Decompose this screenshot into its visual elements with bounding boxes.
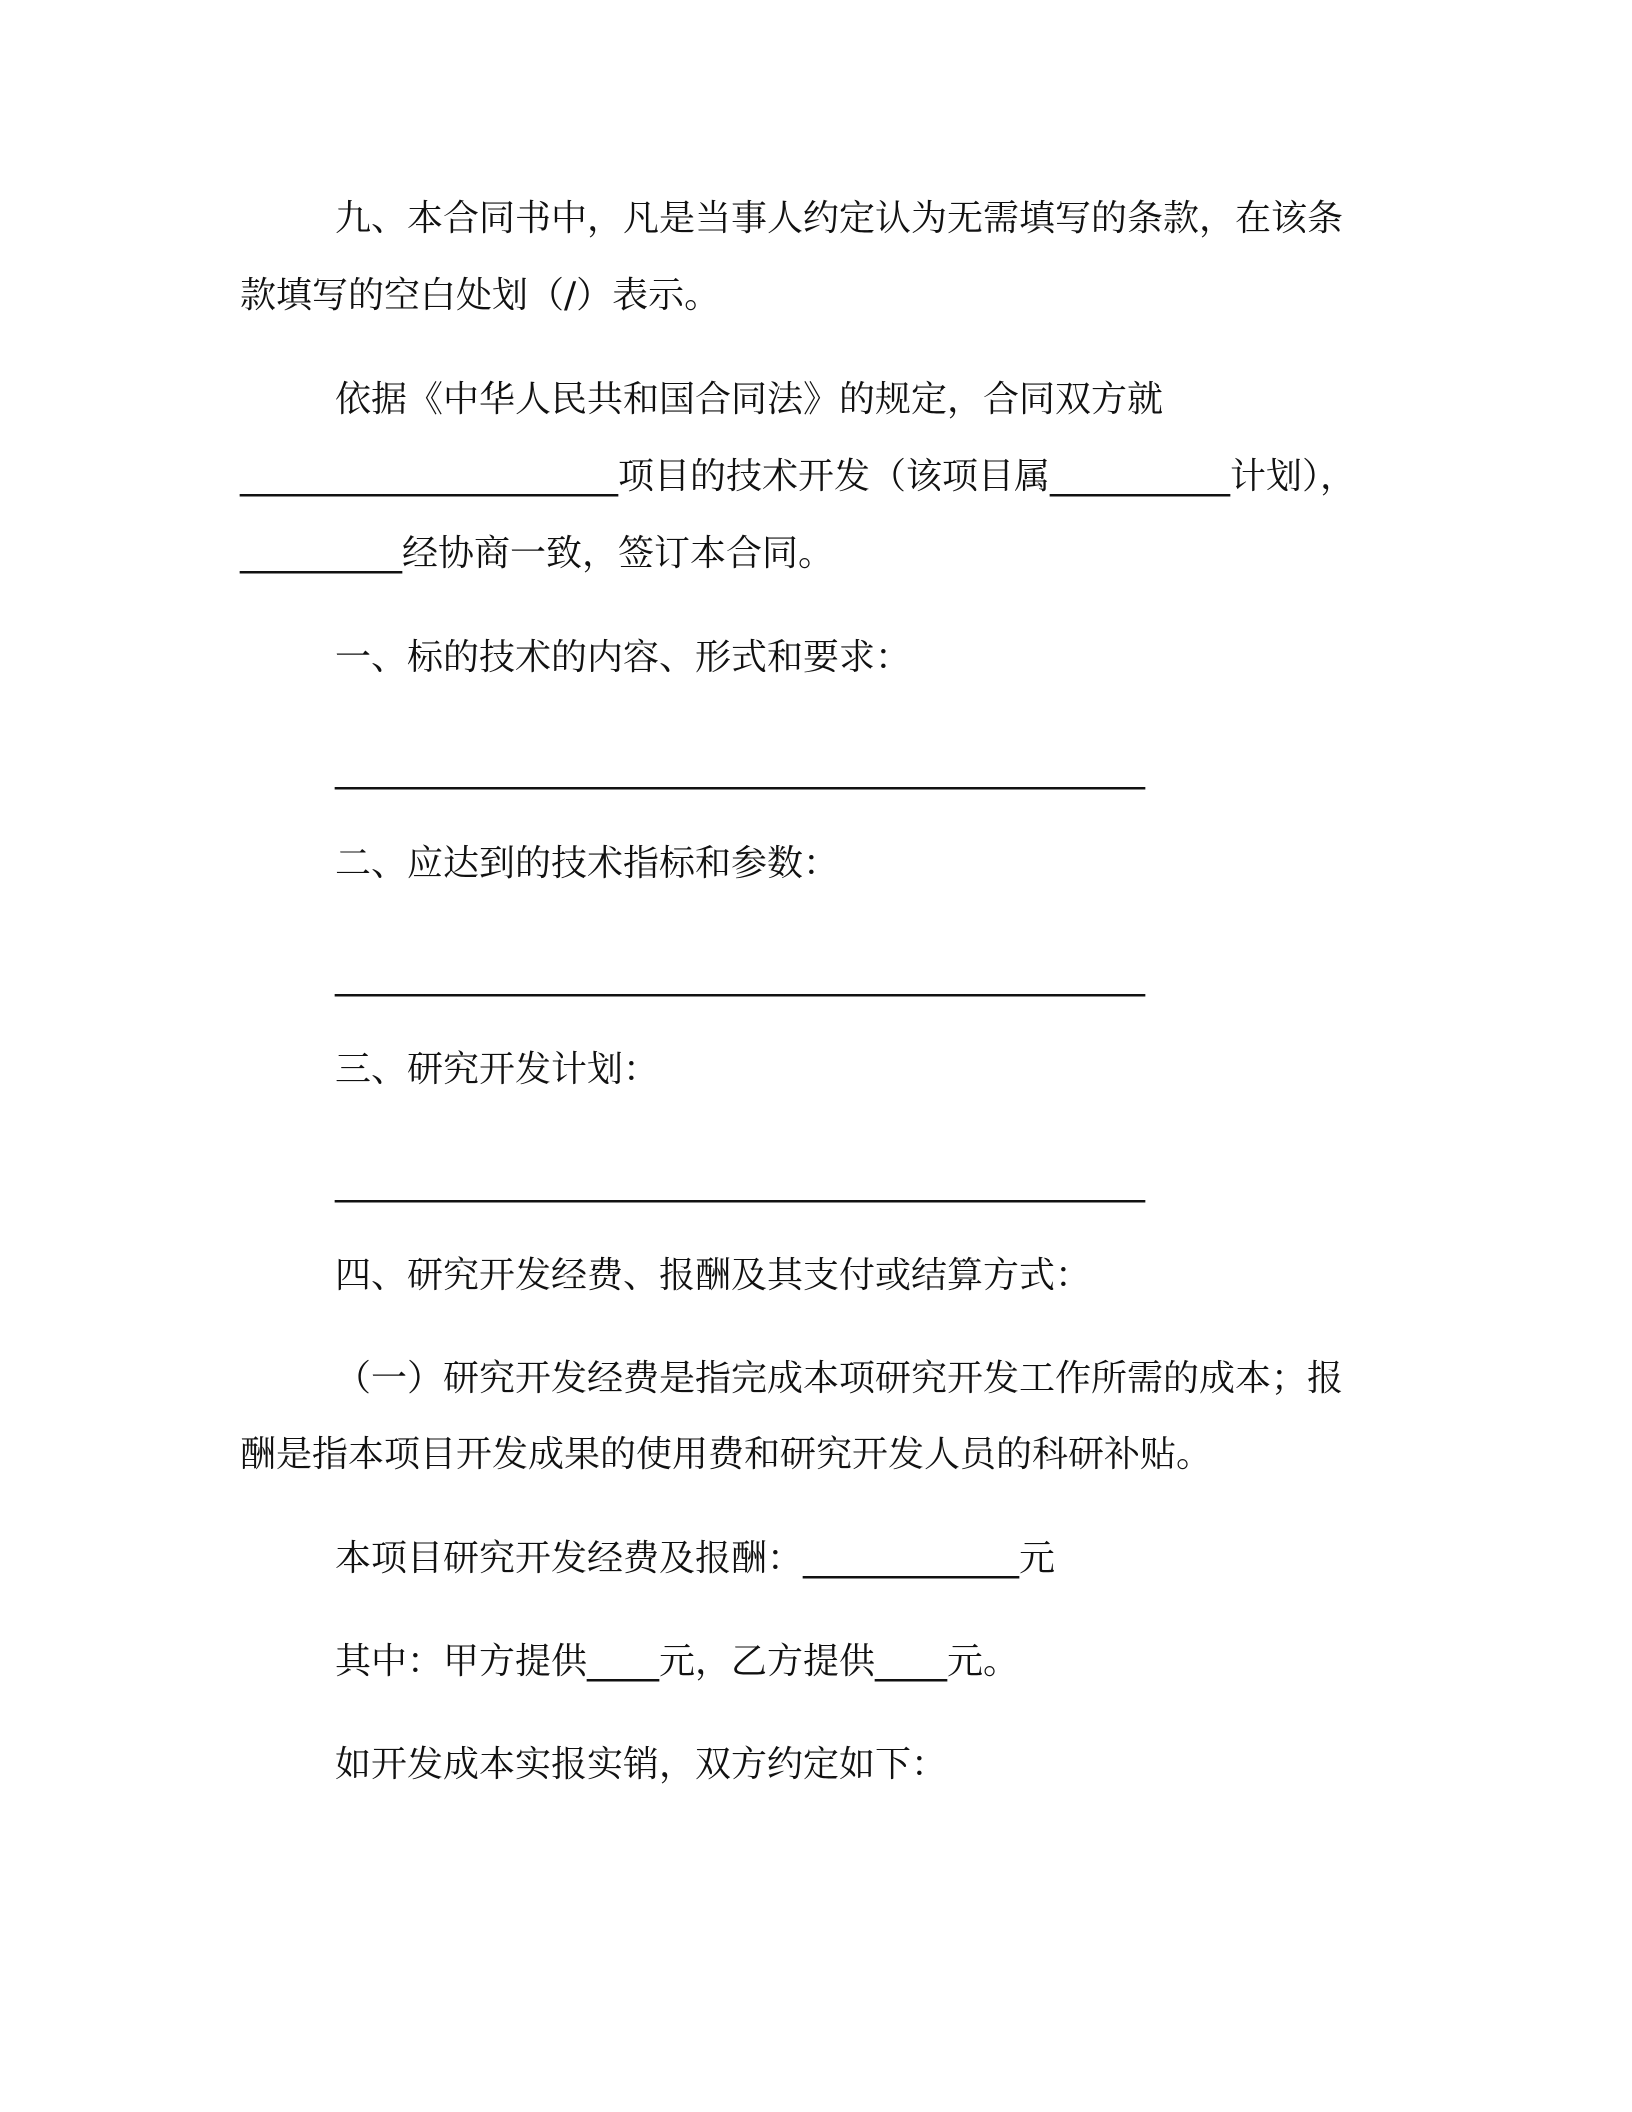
clause-9-line-1: 九、本合同书中，凡是当事人约定认为无需填写的条款，在该条 (335, 198, 1344, 239)
section-4-heading: 四、研究开发经费、报酬及其支付或结算方式： (335, 1255, 1092, 1296)
section-3-heading: 三、研究开发计划： (335, 1049, 660, 1090)
section-3-blank: _____________________________________________ (335, 1162, 1145, 1203)
subclause-1-line-2: 酬是指本项目开发成果的使用费和研究开发人员的科研补贴。 (240, 1434, 1213, 1475)
preamble-line-1: 依据《中华人民共和国合同法》的规定，合同双方就 (335, 379, 1164, 420)
section-2-heading: 二、应达到的技术指标和参数： (335, 843, 840, 884)
preamble-line-3: _________经协商一致，签订本合同。 (240, 533, 835, 574)
section-2-blank: _____________________________________________ (335, 956, 1145, 997)
section-1-blank: _____________________________________________ (335, 749, 1145, 790)
preamble-line-2: _____________________项目的技术开发（该项目属__________计划）， (240, 456, 1357, 497)
section-1-heading: 一、标的技术的内容、形式和要求： (335, 637, 912, 678)
reimbursement-line: 如开发成本实报实销，双方约定如下： (335, 1744, 948, 1785)
total-funding-line: 本项目研究开发经费及报酬：____________元 (335, 1538, 1056, 1579)
party-contribution-line: 其中：甲方提供____元，乙方提供____元。 (335, 1641, 1020, 1682)
subclause-1-line-1: （一）研究开发经费是指完成本项研究开发工作所需的成本；报 (335, 1358, 1344, 1399)
clause-9-line-2: 款填写的空白处划（/）表示。 (240, 275, 721, 316)
